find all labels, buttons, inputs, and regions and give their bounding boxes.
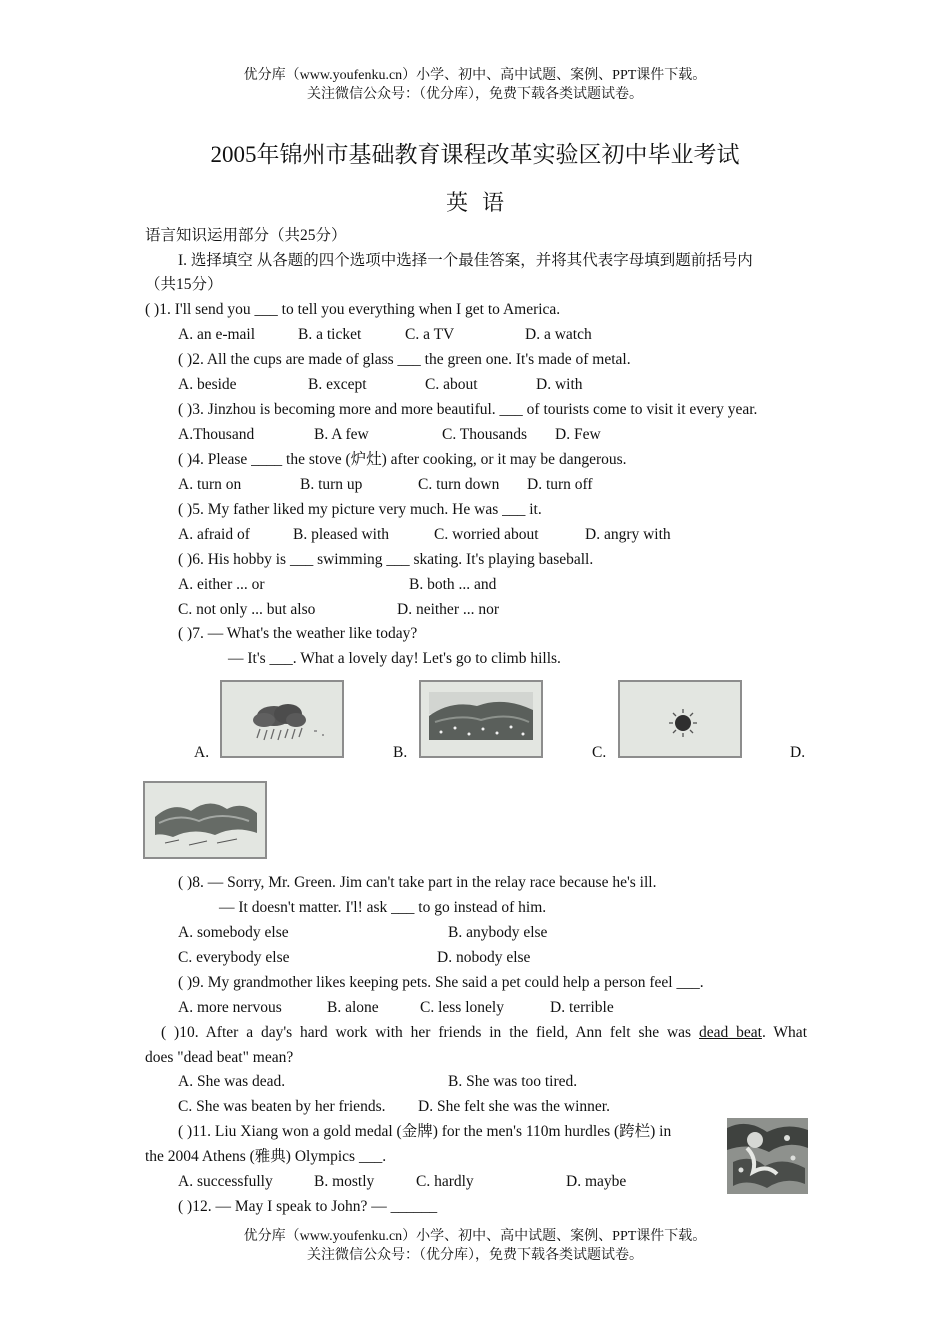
snowy-landscape-image [419, 680, 543, 758]
question-11-options [178, 1172, 818, 1192]
option-b: B. except [308, 376, 367, 393]
question-10-options-row-1 [178, 1072, 818, 1092]
question-10 [161, 1023, 807, 1043]
option-c: C. She was beaten by her friends. [178, 1098, 386, 1115]
question-9: ( )9. My grandmother likes keeping pets. She said a pet could help a person feel ___. [178, 974, 704, 991]
option-d: D. nobody else [437, 949, 531, 966]
option-a: A. She was dead. [178, 1073, 286, 1090]
footer-line-2: 关注微信公众号：（优分库），免费下载各类试题试卷。 [307, 1248, 643, 1263]
option-c: C. Thousands [442, 426, 527, 443]
question-5: ( )5. My father liked my picture very much. He was ___ it. [178, 501, 542, 518]
option-a-label: A. [194, 744, 210, 761]
question-5-options [178, 525, 818, 545]
header-line-1: 优分库（www.youfenku.cn）小学、初中、高中试题、案例、PPT课件下载。 [243, 68, 707, 83]
question-10-line-2: does "dead beat" mean? [145, 1049, 294, 1066]
wind-trees-icon [145, 783, 265, 857]
question-11: ( )11. Liu Xiang won a gold medal (金牌) for the men's 110m hurdles (跨栏) in [178, 1123, 672, 1140]
option-a: A. afraid of [178, 526, 250, 543]
option-b: B. turn up [300, 476, 363, 493]
option-c: C. less lonely [420, 999, 504, 1016]
option-d: D. neither ... nor [397, 601, 500, 618]
option-b: B. She was too tired. [448, 1073, 578, 1090]
option-c: C. everybody else [178, 949, 290, 966]
question-2: ( )2. All the cups are made of glass ___ the green one. It's made of metal. [178, 351, 631, 368]
question-12: ( )12. — May I speak to John? — ______ [178, 1198, 438, 1215]
snow-landscape-icon [421, 682, 541, 756]
option-c-label: C. [592, 744, 607, 761]
question-9-options [178, 998, 818, 1018]
option-b: B. both ... and [409, 576, 497, 593]
sun-icon [620, 682, 740, 756]
question-11-line-2: the 2004 Athens (雅典) Olympics ___. [145, 1148, 387, 1165]
athlete-photo-icon [727, 1118, 808, 1194]
exam-subject: 英语 [445, 190, 518, 215]
question-7: ( )7. — What's the weather like today? [178, 625, 418, 642]
section-heading: 语言知识运用部分（共25分） [145, 227, 347, 244]
option-a: A. turn on [178, 476, 242, 493]
option-a: A. beside [178, 376, 237, 393]
athlete-photo [727, 1118, 808, 1194]
question-6-options-row-2 [178, 600, 818, 620]
option-b: B. alone [327, 999, 379, 1016]
option-c: C. hardly [416, 1173, 474, 1190]
option-c: C. turn down [418, 476, 500, 493]
instruction-line-1: I. 选择填空 从各题的四个选项中选择一个最佳答案，并将其代表字母填到题前括号内 [178, 252, 753, 269]
footer-line-1: 优分库（www.youfenku.cn）小学、初中、高中试题、案例、PPT课件下载。 [243, 1229, 707, 1244]
option-b: B. pleased with [293, 526, 389, 543]
option-d-label: D. [790, 744, 806, 761]
question-4: ( )4. Please ____ the stove (炉灶) after cooking, or it may be dangerous. [178, 451, 627, 468]
option-a: A. somebody else [178, 924, 289, 941]
option-b: B. mostly [314, 1173, 375, 1190]
option-a: A. either ... or [178, 576, 265, 593]
question-8-options-row-1 [178, 923, 818, 943]
windy-trees-image [143, 781, 267, 859]
option-c: C. not only ... but also [178, 601, 316, 618]
exam-title: 2005年锦州市基础教育课程改革实验区初中毕业考试 [210, 142, 740, 167]
option-b: B. A few [314, 426, 369, 443]
instruction-line-2: （共15分） [145, 276, 223, 293]
question-7-line-2: — It's ___. What a lovely day! Let's go to climb hills. [228, 650, 561, 667]
question-2-options [178, 375, 818, 395]
option-a: A. successfully [178, 1173, 273, 1190]
option-c: C. about [425, 376, 478, 393]
question-10-stem-end: . What [761, 1024, 807, 1041]
cloud-rain-icon [222, 682, 342, 756]
option-b: B. anybody else [448, 924, 548, 941]
option-d: D. angry with [585, 526, 671, 543]
option-d: D. with [536, 376, 583, 393]
question-4-options [178, 475, 818, 495]
option-d: D. She felt she was the winner. [418, 1098, 610, 1115]
option-d: D. Few [555, 426, 601, 443]
header-line-2: 关注微信公众号：（优分库），免费下载各类试题试卷。 [307, 87, 643, 102]
option-a: A. an e-mail [178, 326, 256, 343]
question-3: ( )3. Jinzhou is becoming more and more beautiful. ___ of tourists come to visit it every year. [178, 401, 758, 418]
question-3-options [178, 425, 818, 445]
option-b-label: B. [393, 744, 408, 761]
option-c: C. a TV [405, 326, 455, 343]
question-10-stem: ( )10. After a day's hard work with her friends in the field, Ann felt she was [161, 1024, 692, 1041]
question-10-options-row-2 [178, 1097, 818, 1117]
sunny-image [618, 680, 742, 758]
rainy-cloud-image [220, 680, 344, 758]
question-1: ( )1. I'll send you ___ to tell you everything when I get to America. [145, 301, 561, 318]
option-c: C. worried about [434, 526, 539, 543]
option-d: D. maybe [566, 1173, 627, 1190]
option-d: D. a watch [525, 326, 592, 343]
question-10-underlined-term: dead beat [698, 1024, 762, 1041]
question-6-options-row-1 [178, 575, 818, 595]
question-6: ( )6. His hobby is ___ swimming ___ skating. It's playing baseball. [178, 551, 594, 568]
question-8-line-2: — It doesn't matter. I'l! ask ___ to go instead of him. [219, 899, 547, 916]
question-1-options [178, 325, 818, 345]
option-d: D. turn off [527, 476, 593, 493]
option-a: A.Thousand [178, 426, 255, 443]
option-a: A. more nervous [178, 999, 282, 1016]
question-8: ( )8. — Sorry, Mr. Green. Jim can't take part in the relay race because he's ill. [178, 874, 657, 891]
question-8-options-row-2 [178, 948, 818, 968]
option-d: D. terrible [550, 999, 614, 1016]
option-b: B. a ticket [298, 326, 362, 343]
